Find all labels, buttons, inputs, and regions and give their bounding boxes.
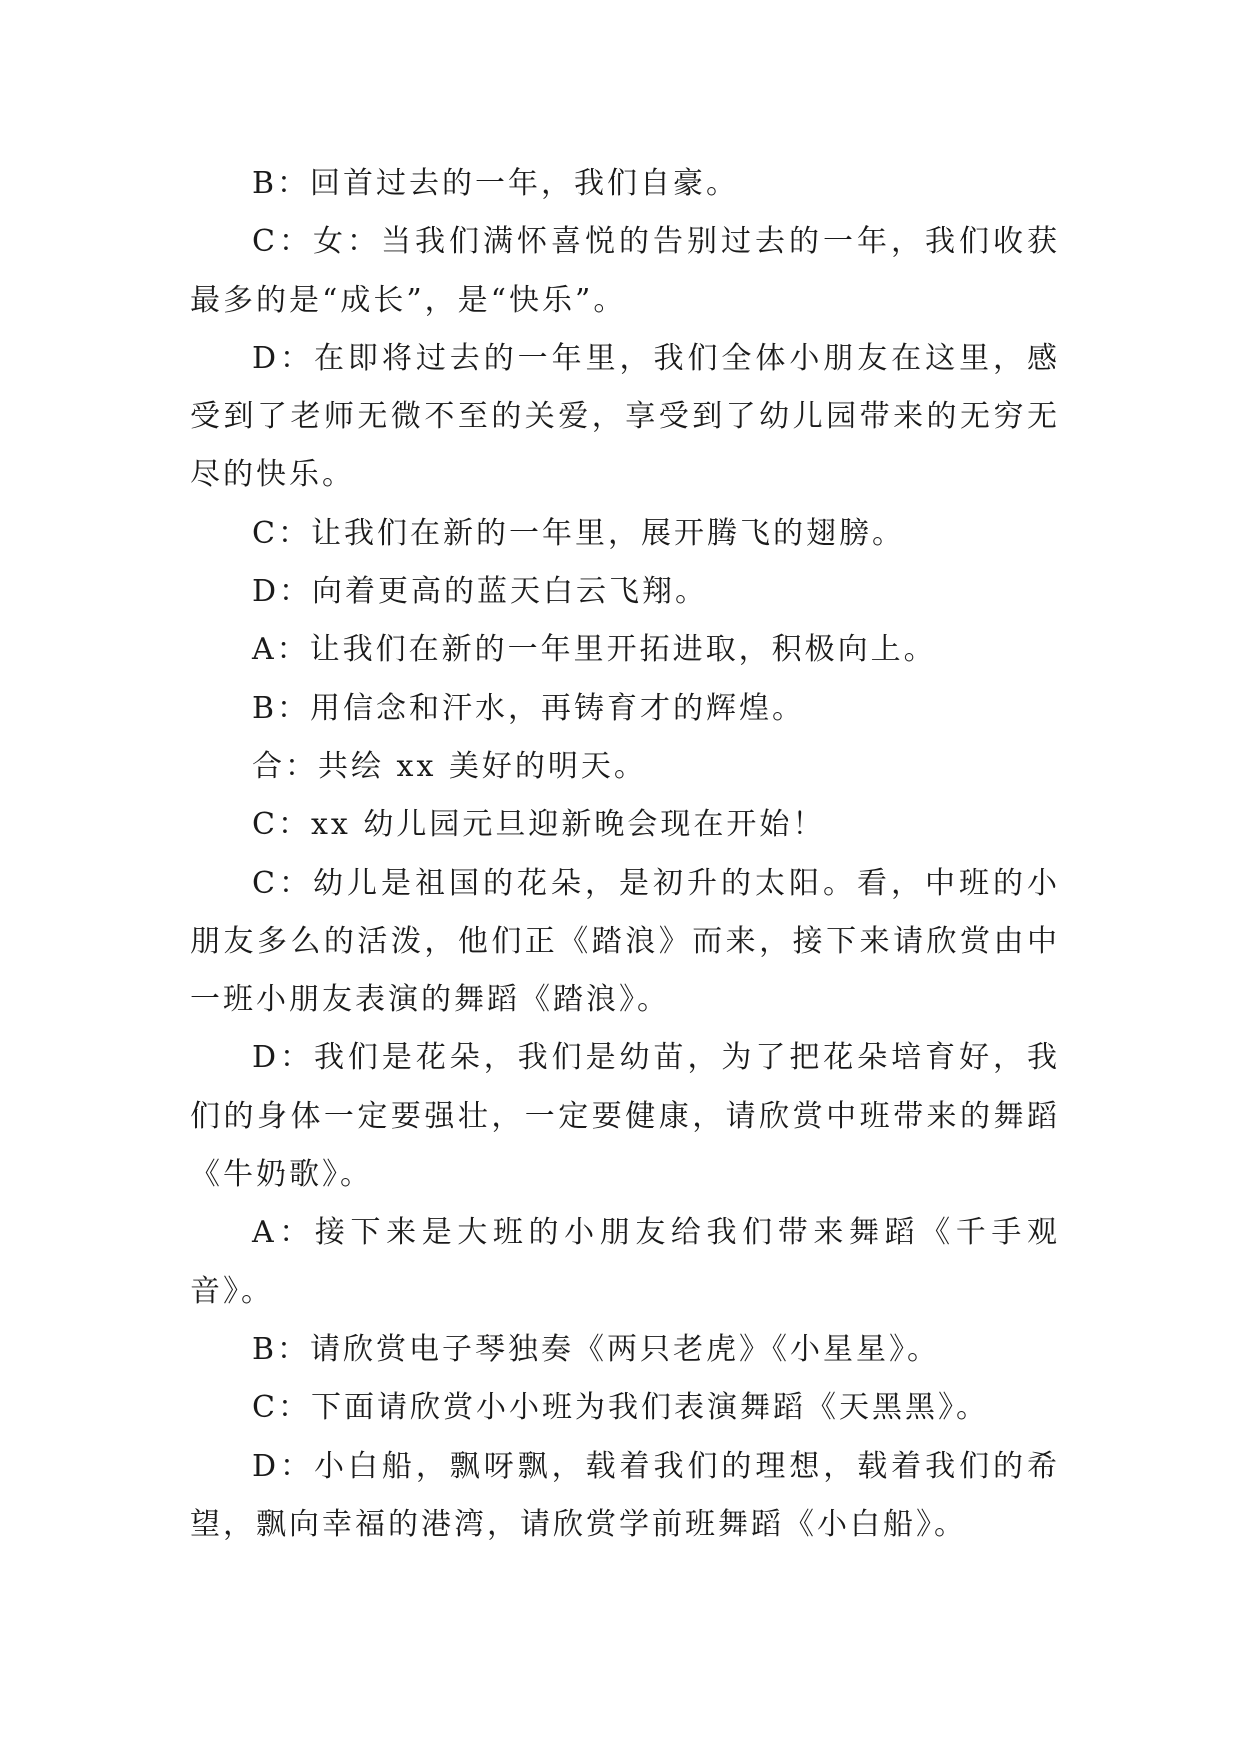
paragraph: D：我们是花朵，我们是幼苗，为了把花朵培育好，我们的身体一定要强壮，一定要健康，请欣赏中班带来的舞蹈《牛奶歌》。	[190, 1040, 1060, 1193]
paragraph: C：xx 幼儿园元旦迎新晚会现在开始！	[252, 807, 826, 843]
paragraph: B：用信念和汗水，再铸育才的辉煌。	[252, 690, 806, 726]
document-body	[190, 155, 1060, 1554]
paragraph: A：让我们在新的一年里开拓进取，积极向上。	[252, 632, 937, 668]
paragraph: B：回首过去的一年，我们自豪。	[252, 166, 740, 201]
paragraph: 合：共绘 xx 美好的明天。	[252, 748, 647, 784]
paragraph: C：女：当我们满怀喜悦的告别过去的一年，我们收获最多的是“成长”，是“快乐”。	[190, 224, 1060, 318]
paragraph: C：幼儿是祖国的花朵，是初升的太阳。看，中班的小朋友多么的活泼，他们正《踏浪》而来，接下来请欣赏由中一班小朋友表演的舞蹈《踏浪》。	[190, 865, 1060, 1018]
paragraph: C：下面请欣赏小小班为我们表演舞蹈《天黑黑》。	[252, 1390, 989, 1426]
paragraph: D：在即将过去的一年里，我们全体小朋友在这里，感受到了老师无微不至的关爱，享受到了幼儿园带来的无穷无尽的快乐。	[190, 340, 1060, 493]
paragraph: C：让我们在新的一年里，展开腾飞的翅膀。	[252, 515, 905, 551]
paragraph: B：请欣赏电子琴独奏《两只老虎》《小星星》。	[252, 1331, 941, 1367]
paragraph: A：接下来是大班的小朋友给我们带来舞蹈《千手观音》。	[190, 1215, 1060, 1309]
paragraph: D：向着更高的蓝天白云飞翔。	[252, 574, 709, 610]
paragraph: D：小白船，飘呀飘，载着我们的理想，载着我们的希望，飘向幸福的港湾，请欣赏学前班舞蹈《小白船》。	[190, 1448, 1060, 1542]
